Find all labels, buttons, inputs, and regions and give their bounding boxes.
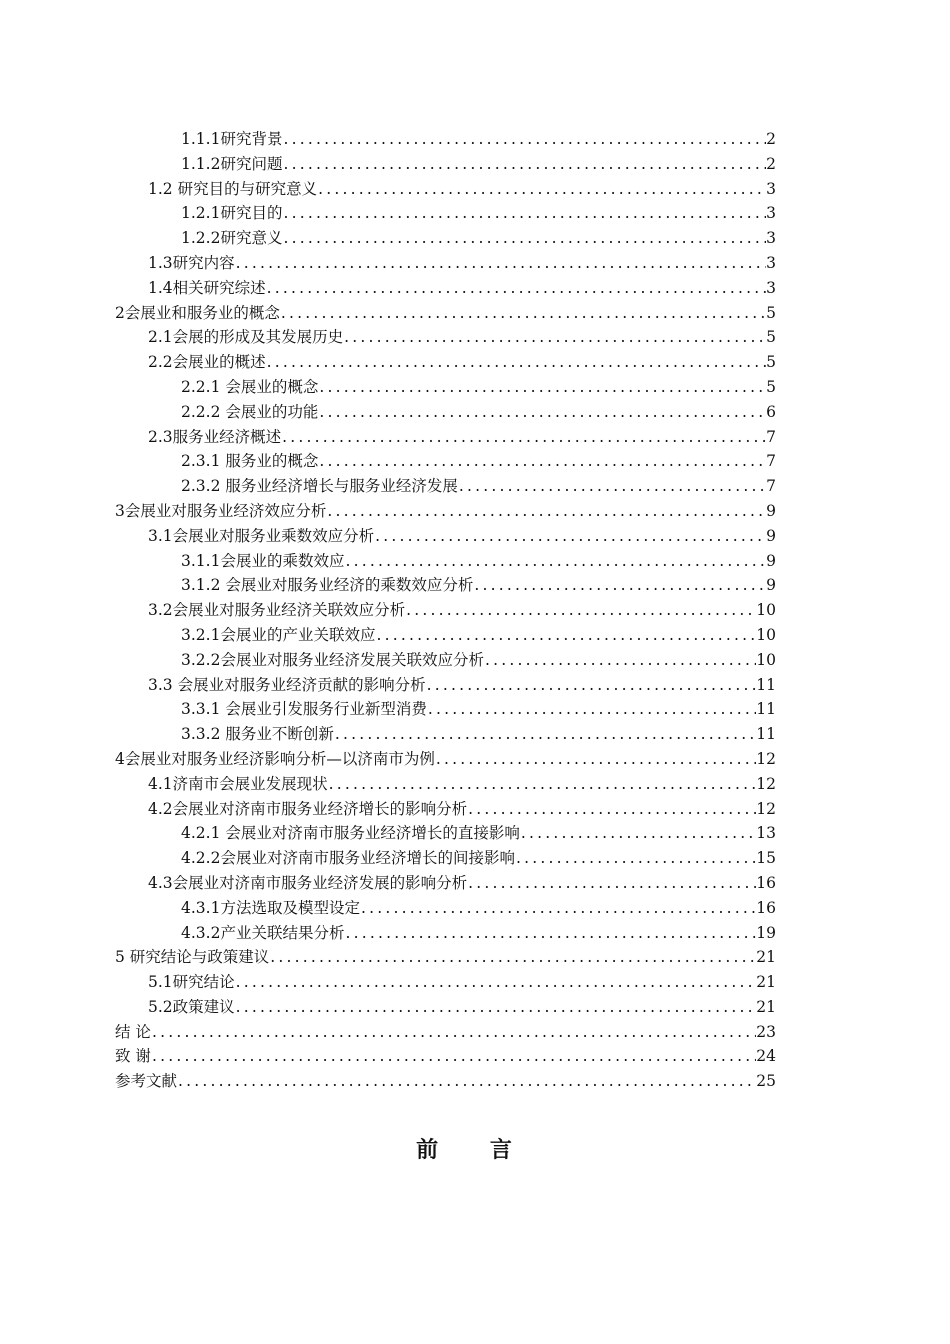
toc-entry[interactable] xyxy=(115,846,776,871)
toc-dot-leader xyxy=(282,201,766,226)
toc-dot-leader xyxy=(151,1044,756,1069)
toc-dot-leader xyxy=(282,127,766,152)
toc-dot-leader xyxy=(269,945,756,970)
toc-entry-page-number: 5 xyxy=(766,303,776,322)
toc-entry[interactable] xyxy=(115,251,776,276)
toc-entry[interactable] xyxy=(115,945,776,970)
toc-entry[interactable] xyxy=(115,301,776,326)
toc-entry-page-number: 2 xyxy=(766,154,776,173)
toc-entry-title: 4.1济南市会展业发展现状 xyxy=(148,774,328,793)
toc-entry-page-number: 16 xyxy=(756,873,776,892)
toc-entry-title: 3.1会展业对服务业乘数效应分析 xyxy=(148,526,375,545)
toc-entry-page-number: 19 xyxy=(756,923,776,942)
toc-entry-title: 参考文献 xyxy=(115,1072,178,1091)
toc-dot-leader xyxy=(473,573,766,598)
toc-entry-title: 2.3.1 服务业的概念 xyxy=(181,452,319,471)
toc-entry-page-number: 3 xyxy=(766,278,776,297)
toc-dot-leader xyxy=(515,846,756,871)
toc-dot-leader xyxy=(375,623,756,648)
toc-entry-title: 4.3.1方法选取及模型设定 xyxy=(181,898,360,917)
toc-entry-page-number: 9 xyxy=(766,526,776,545)
toc-entry-page-number: 5 xyxy=(766,328,776,347)
toc-entry-page-number: 3 xyxy=(766,229,776,248)
toc-dot-leader xyxy=(326,499,766,524)
toc-dot-leader xyxy=(467,871,756,896)
toc-entry-page-number: 12 xyxy=(756,749,776,768)
toc-entry[interactable] xyxy=(115,821,776,846)
toc-entry-page-number: 9 xyxy=(766,576,776,595)
toc-entry[interactable] xyxy=(115,871,776,896)
toc-dot-leader xyxy=(318,375,766,400)
toc-dot-leader xyxy=(282,152,766,177)
toc-entry[interactable] xyxy=(115,623,776,648)
toc-entry-page-number: 5 xyxy=(766,377,776,396)
toc-entry-page-number: 10 xyxy=(756,650,776,669)
toc-entry[interactable] xyxy=(115,573,776,598)
section-heading: 前 言 xyxy=(416,1137,534,1163)
toc-entry[interactable] xyxy=(115,425,776,450)
toc-entry-title: 3.2会展业对服务业经济关联效应分析 xyxy=(148,601,406,620)
toc-entry-title: 4.2.2会展业对济南市服务业经济增长的间接影响 xyxy=(181,849,515,868)
toc-entry[interactable] xyxy=(115,449,776,474)
toc-entry[interactable] xyxy=(115,921,776,946)
toc-dot-leader xyxy=(344,549,766,574)
toc-entry-title: 1.1.1研究背景 xyxy=(181,130,283,148)
toc-dot-leader xyxy=(281,425,766,450)
toc-entry[interactable] xyxy=(115,474,776,499)
toc-dot-leader xyxy=(282,226,766,251)
toc-dot-leader xyxy=(266,276,766,301)
toc-entry[interactable] xyxy=(115,276,776,301)
toc-dot-leader xyxy=(343,325,766,350)
toc-entry-title: 5.2政策建议 xyxy=(148,997,235,1016)
toc-entry-title: 4.3会展业对济南市服务业经济发展的影响分析 xyxy=(148,873,468,892)
toc-entry[interactable] xyxy=(115,152,776,177)
toc-entry-title: 1.1.2研究问题 xyxy=(181,154,283,173)
table-of-contents xyxy=(115,127,776,1094)
toc-entry[interactable] xyxy=(115,549,776,574)
toc-entry-page-number: 21 xyxy=(756,948,776,967)
toc-dot-leader xyxy=(266,350,766,375)
toc-entry-title: 5.1研究结论 xyxy=(148,973,235,992)
toc-dot-leader xyxy=(374,524,766,549)
toc-entry-page-number: 16 xyxy=(756,898,776,917)
toc-entry-title: 5 研究结论与政策建议 xyxy=(115,948,270,967)
toc-dot-leader xyxy=(467,797,756,822)
toc-dot-leader xyxy=(360,896,756,921)
toc-entry[interactable] xyxy=(115,1044,776,1069)
toc-entry-title: 1.2.1研究目的 xyxy=(181,204,283,223)
toc-entry[interactable] xyxy=(115,797,776,822)
toc-entry[interactable] xyxy=(115,722,776,747)
toc-entry-title: 1.2 研究目的与研究意义 xyxy=(148,179,318,198)
toc-dot-leader xyxy=(317,177,766,202)
toc-dot-leader xyxy=(435,747,756,772)
toc-entry[interactable] xyxy=(115,598,776,623)
toc-entry-page-number: 9 xyxy=(766,551,776,570)
toc-entry[interactable] xyxy=(115,226,776,251)
toc-entry-title: 2.2.1 会展业的概念 xyxy=(181,377,319,396)
toc-entry-page-number: 21 xyxy=(756,973,776,992)
toc-entry-page-number: 3 xyxy=(766,179,776,198)
toc-entry-page-number: 11 xyxy=(756,675,776,694)
toc-entry[interactable] xyxy=(115,375,776,400)
toc-entry-page-number: 6 xyxy=(766,402,776,421)
toc-entry-page-number: 3 xyxy=(766,204,776,223)
toc-entry[interactable] xyxy=(115,201,776,226)
toc-entry-title: 3.3.1 会展业引发服务行业新型消费 xyxy=(181,700,427,719)
toc-entry[interactable] xyxy=(115,697,776,722)
toc-entry-page-number: 12 xyxy=(756,799,776,818)
toc-entry-title: 2会展业和服务业的概念 xyxy=(115,303,280,322)
toc-entry-page-number: 10 xyxy=(756,625,776,644)
toc-entry-page-number: 3 xyxy=(766,253,776,272)
toc-entry-title: 1.4相关研究综述 xyxy=(148,278,266,297)
toc-entry[interactable] xyxy=(115,1020,776,1045)
toc-entry[interactable] xyxy=(115,772,776,797)
toc-dot-leader xyxy=(318,449,766,474)
toc-entry-title: 3.3.2 服务业不断创新 xyxy=(181,725,334,744)
toc-entry-page-number: 15 xyxy=(756,849,776,868)
toc-dot-leader xyxy=(235,995,757,1020)
toc-entry[interactable] xyxy=(115,970,776,995)
toc-entry-page-number: 7 xyxy=(766,452,776,471)
toc-entry-page-number: 10 xyxy=(756,601,776,620)
toc-entry-title: 1.3研究内容 xyxy=(148,253,235,272)
toc-entry-title: 2.1会展的形成及其发展历史 xyxy=(148,328,344,347)
toc-entry[interactable] xyxy=(115,524,776,549)
toc-entry-page-number: 2 xyxy=(766,130,776,148)
toc-dot-leader xyxy=(328,772,757,797)
toc-dot-leader xyxy=(458,474,766,499)
toc-dot-leader xyxy=(344,921,756,946)
toc-entry-page-number: 11 xyxy=(756,725,776,744)
toc-entry-title: 3.2.1会展业的产业关联效应 xyxy=(181,625,376,644)
toc-entry-page-number: 23 xyxy=(756,1022,776,1041)
toc-entry[interactable] xyxy=(115,648,776,673)
toc-entry-page-number: 7 xyxy=(766,477,776,496)
toc-entry-page-number: 11 xyxy=(756,700,776,719)
toc-dot-leader xyxy=(520,821,756,846)
toc-dot-leader xyxy=(177,1069,756,1094)
toc-entry[interactable] xyxy=(115,350,776,375)
toc-dot-leader xyxy=(318,400,766,425)
toc-entry[interactable] xyxy=(115,127,776,152)
toc-entry-title: 致 谢 xyxy=(115,1047,151,1066)
toc-entry-page-number: 13 xyxy=(756,824,776,843)
toc-entry[interactable] xyxy=(115,1069,776,1094)
toc-dot-leader xyxy=(334,722,756,747)
toc-entry-title: 2.2会展业的概述 xyxy=(148,353,266,372)
toc-entry-title: 3.2.2会展业对服务业经济发展关联效应分析 xyxy=(181,650,484,669)
toc-entry-title: 2.2.2 会展业的功能 xyxy=(181,402,319,421)
toc-entry-page-number: 24 xyxy=(756,1047,776,1066)
toc-entry[interactable] xyxy=(115,177,776,202)
toc-entry[interactable] xyxy=(115,896,776,921)
toc-entry[interactable] xyxy=(115,499,776,524)
toc-entry[interactable] xyxy=(115,747,776,772)
toc-dot-leader xyxy=(235,970,757,995)
toc-entry-title: 3.1.2 会展业对服务业经济的乘数效应分析 xyxy=(181,576,474,595)
toc-dot-leader xyxy=(235,251,766,276)
toc-entry-title: 2.3服务业经济概述 xyxy=(148,427,282,446)
toc-dot-leader xyxy=(484,648,756,673)
toc-dot-leader xyxy=(426,673,757,698)
toc-entry-page-number: 5 xyxy=(766,353,776,372)
toc-entry-title: 4.3.2产业关联结果分析 xyxy=(181,923,345,942)
toc-entry[interactable] xyxy=(115,673,776,698)
toc-entry-title: 2.3.2 服务业经济增长与服务业经济发展 xyxy=(181,477,458,496)
toc-entry-page-number: 7 xyxy=(766,427,776,446)
toc-entry-title: 4.2.1 会展业对济南市服务业经济增长的直接影响 xyxy=(181,824,520,843)
toc-entry-title: 4会展业对服务业经济影响分析—以济南市为例 xyxy=(115,749,435,768)
toc-entry-page-number: 9 xyxy=(766,501,776,520)
toc-entry-title: 3会展业对服务业经济效应分析 xyxy=(115,501,327,520)
toc-dot-leader xyxy=(427,697,756,722)
toc-dot-leader xyxy=(405,598,756,623)
toc-entry-page-number: 21 xyxy=(756,997,776,1016)
toc-entry-title: 结 论 xyxy=(115,1022,151,1041)
toc-entry-title: 3.3 会展业对服务业经济贡献的影响分析 xyxy=(148,675,426,694)
toc-entry[interactable] xyxy=(115,400,776,425)
toc-entry-title: 3.1.1会展业的乘数效应 xyxy=(181,551,345,570)
toc-dot-leader xyxy=(151,1020,756,1045)
toc-entry-page-number: 12 xyxy=(756,774,776,793)
toc-entry-title: 4.2会展业对济南市服务业经济增长的影响分析 xyxy=(148,799,468,818)
toc-entry-page-number: 25 xyxy=(756,1072,776,1091)
toc-entry-title: 1.2.2研究意义 xyxy=(181,229,283,248)
toc-entry[interactable] xyxy=(115,325,776,350)
toc-entry[interactable] xyxy=(115,995,776,1020)
toc-dot-leader xyxy=(280,301,766,326)
